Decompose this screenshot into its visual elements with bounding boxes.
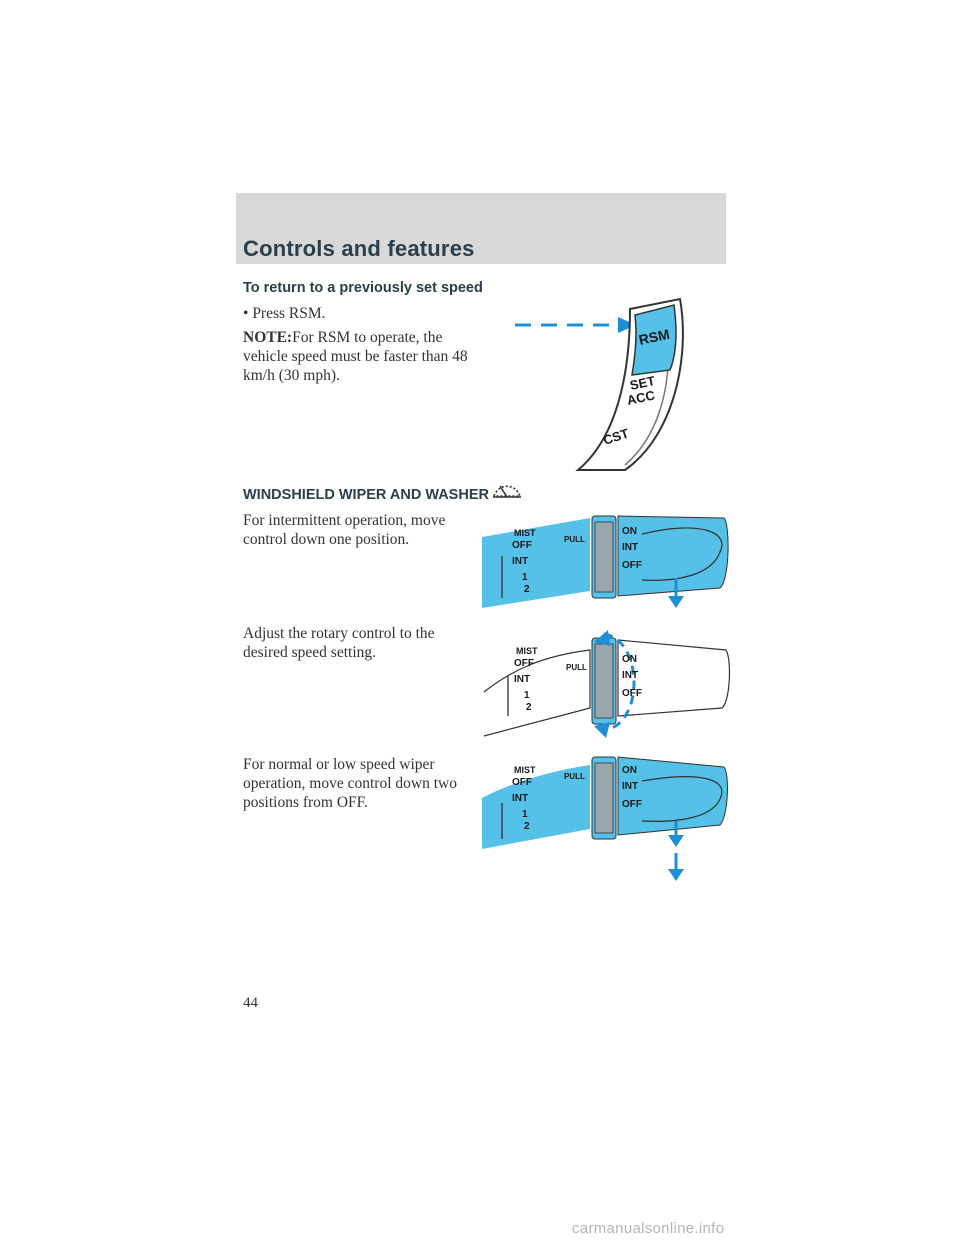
cruise-note <box>243 328 468 385</box>
two-label: 2 <box>524 821 530 832</box>
rotary-grip <box>595 644 613 718</box>
two-label: 2 <box>526 702 532 713</box>
two-label: 2 <box>524 584 530 595</box>
rear-int-label: INT <box>622 542 639 553</box>
windshield-wiper-icon <box>491 480 523 502</box>
rear-on-label: ON <box>622 526 637 537</box>
wiper-stalk-rotary <box>482 630 732 740</box>
down-arrow-head <box>668 596 684 608</box>
off-label: OFF <box>512 540 532 551</box>
rear-off-label: OFF <box>622 560 642 571</box>
one-label: 1 <box>522 572 528 583</box>
one-label: 1 <box>522 809 528 820</box>
mist-label: MIST <box>514 765 536 775</box>
rear-on-label: ON <box>622 765 637 776</box>
cruise-heading: To return to a previously set speed <box>243 280 483 296</box>
wiper-stalk-down-two <box>480 753 730 885</box>
wiper-step-1 <box>243 511 445 549</box>
set-label: SET <box>628 373 657 393</box>
cruise-control-illustration <box>510 295 700 475</box>
rsm-label: RSM <box>637 325 672 348</box>
note-line-3: km/h (30 mph). <box>243 367 340 384</box>
off-label: OFF <box>514 658 534 669</box>
step-text: Press RSM. <box>252 305 326 322</box>
step2-line-1: Adjust the rotary control to the <box>243 625 435 642</box>
note-label: NOTE: <box>243 329 293 346</box>
one-label: 1 <box>524 690 530 701</box>
note-line-2: vehicle speed must be faster than 48 <box>243 348 468 365</box>
footer-watermark: carmanualsonline.info <box>572 1220 725 1237</box>
cruise-step <box>243 304 326 323</box>
pull-label: PULL <box>564 772 585 781</box>
cst-label: CST <box>601 425 631 448</box>
int-label: INT <box>514 674 531 685</box>
off-label: OFF <box>512 777 532 788</box>
mist-label: MIST <box>516 646 538 656</box>
step2-line-2: desired speed setting. <box>243 644 377 661</box>
down-arrow-1-head <box>668 835 684 847</box>
int-label: INT <box>512 556 529 567</box>
rear-off-label: OFF <box>622 799 642 810</box>
down-arrow-2-head <box>668 869 684 881</box>
bullet: • <box>243 305 249 322</box>
wiper-stalk-down-one <box>480 512 730 614</box>
rotary-grip <box>595 763 613 833</box>
pull-label: PULL <box>564 535 585 544</box>
stalk-body <box>482 518 590 608</box>
step1-line-2: control down one position. <box>243 531 410 548</box>
step3-line-1: For normal or low speed wiper <box>243 756 435 773</box>
rear-on-label: ON <box>622 654 637 665</box>
section-title: Controls and features <box>243 236 475 261</box>
note-line-1: For RSM to operate, the <box>292 329 443 346</box>
wiper-step-2 <box>243 624 435 662</box>
step1-line-1: For intermittent operation, move <box>243 512 446 529</box>
rear-off-label: OFF <box>622 688 642 699</box>
step3-line-3: positions from OFF. <box>243 794 368 811</box>
wiper-step-3 <box>243 755 457 812</box>
rear-int-label: INT <box>622 781 639 792</box>
wiper-heading: WINDSHIELD WIPER AND WASHER <box>243 487 489 503</box>
acc-label: ACC <box>625 387 657 408</box>
rear-int-label: INT <box>622 670 639 681</box>
mist-label: MIST <box>514 528 536 538</box>
rotary-grip <box>595 522 613 592</box>
page-number: 44 <box>243 995 258 1011</box>
int-label: INT <box>512 793 529 804</box>
step3-line-2: operation, move control down two <box>243 775 457 792</box>
pull-label: PULL <box>566 663 587 672</box>
